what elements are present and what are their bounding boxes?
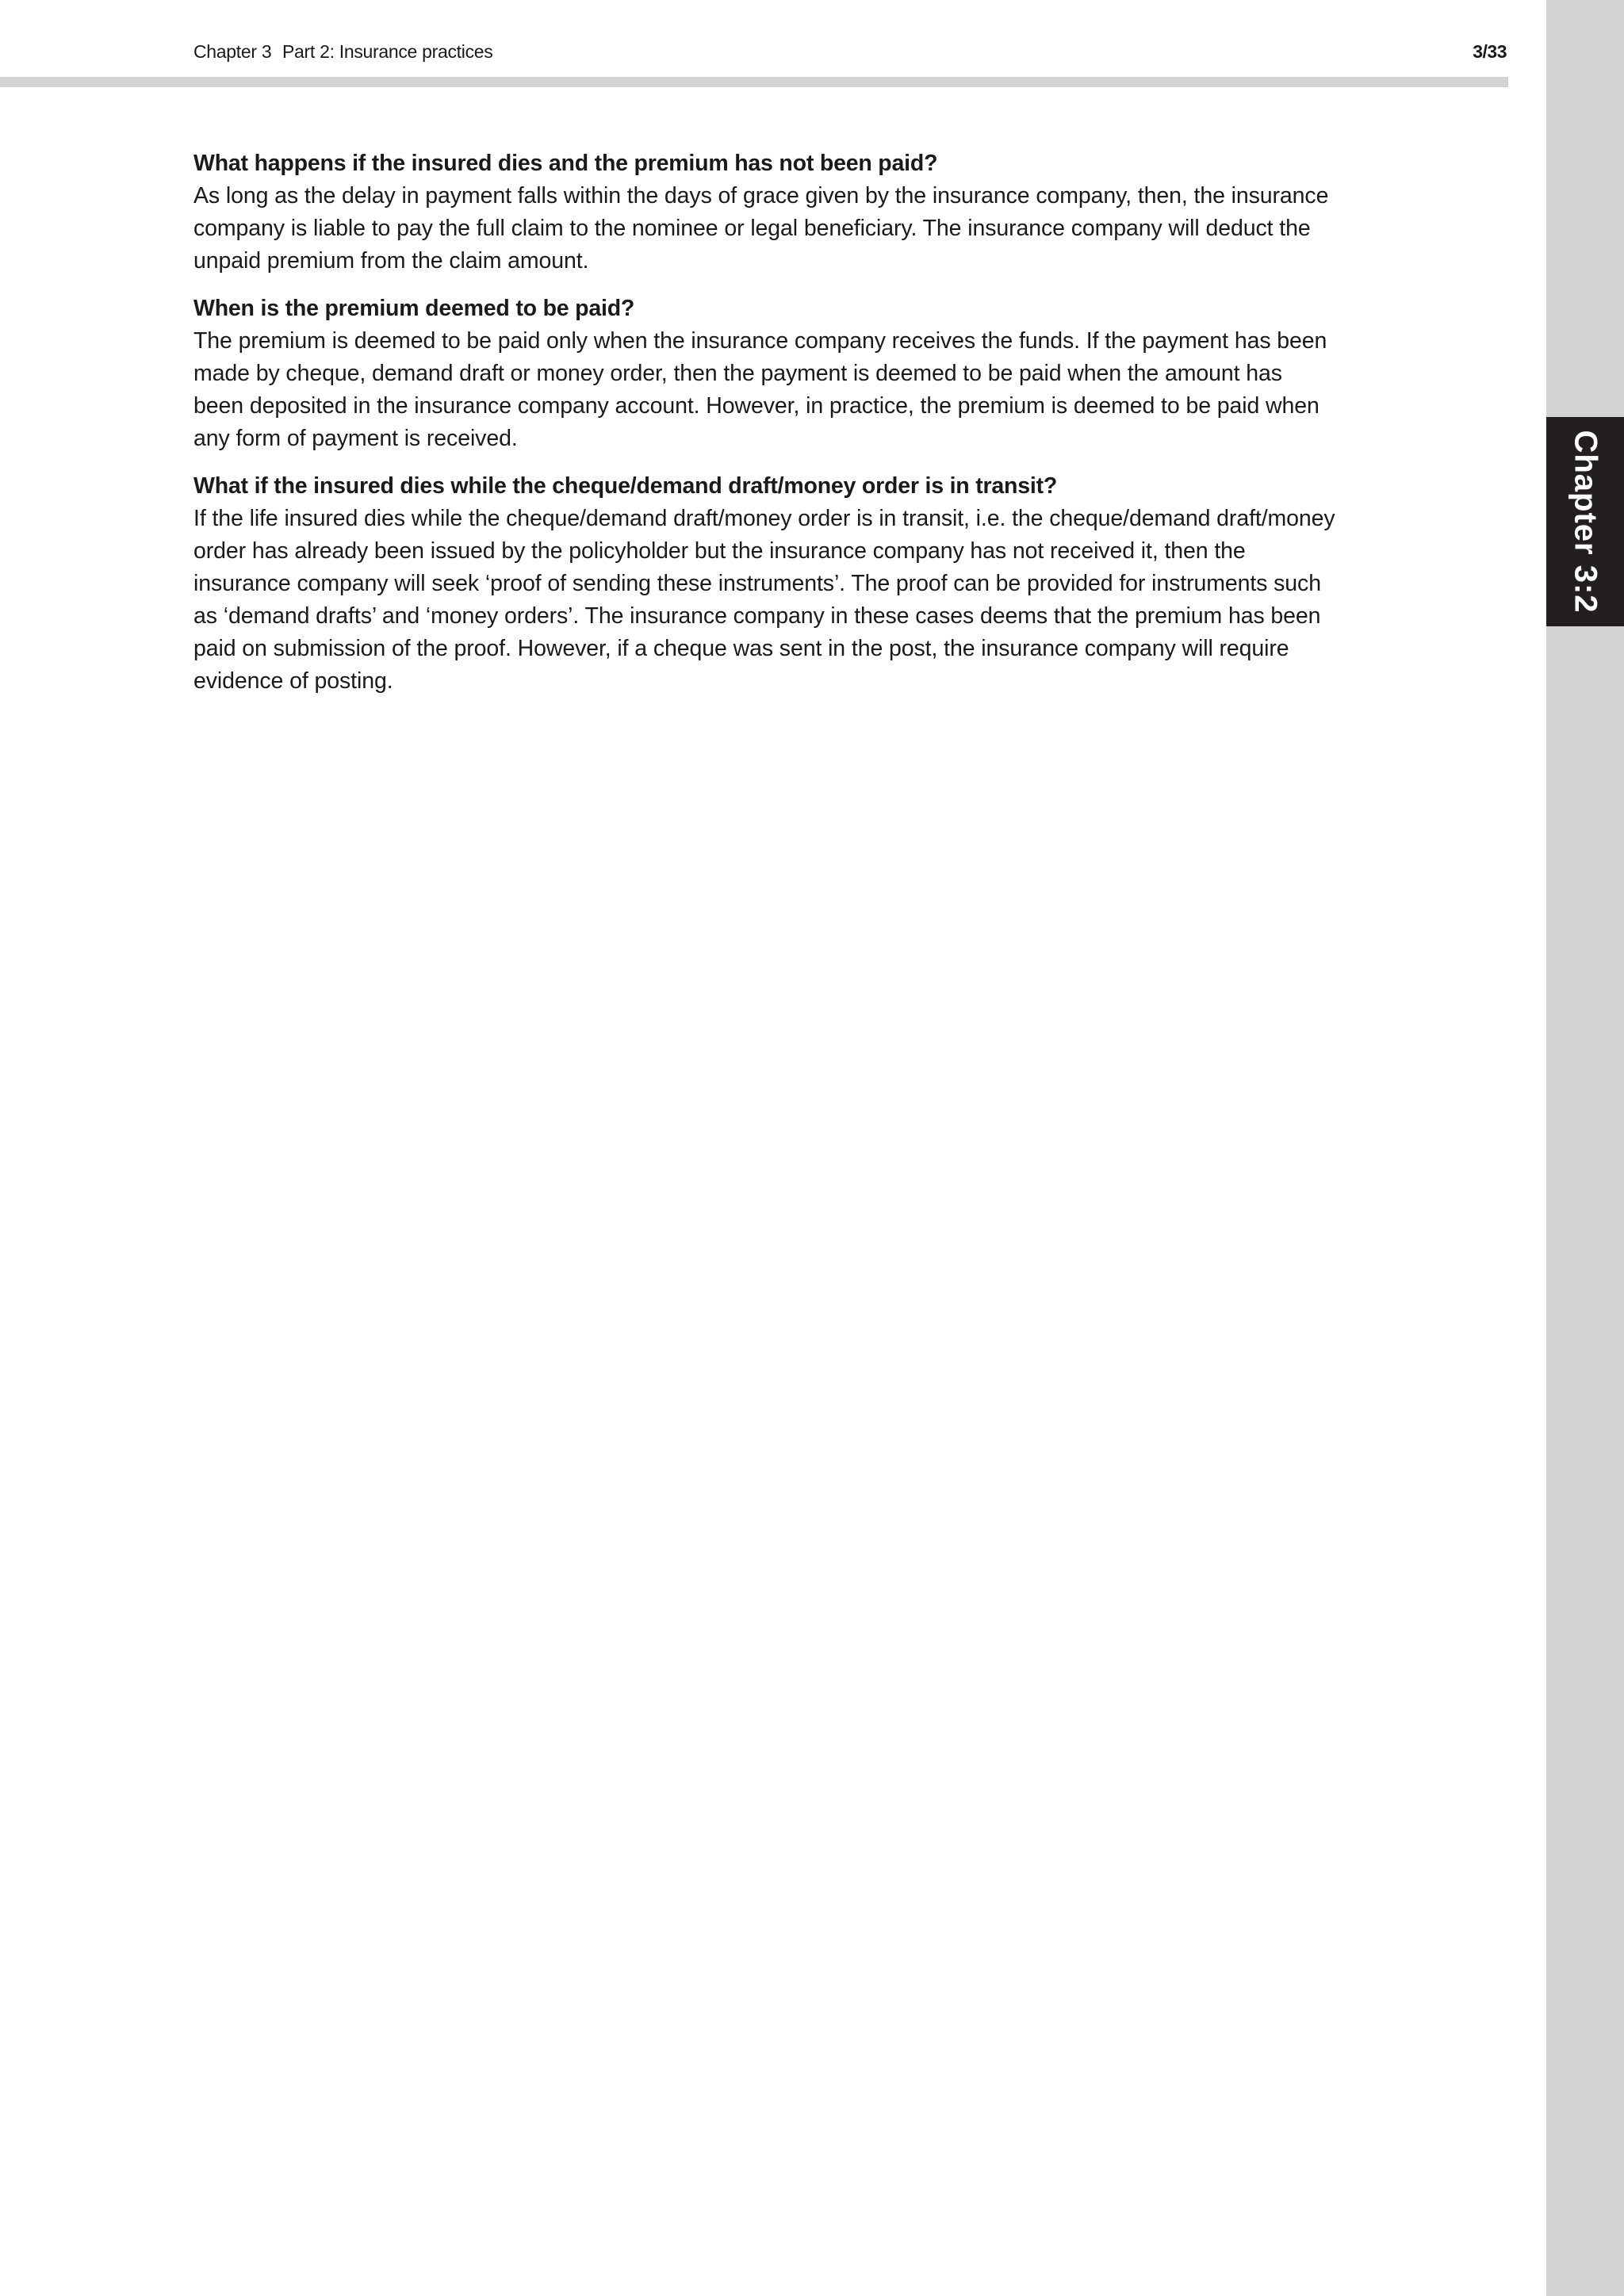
page-number: 3/33 bbox=[1473, 41, 1507, 62]
section-body: If the life insured dies while the cheque/demand draft/money order is in transit, i.e. the cheque/demand draft/money order has already been issued by the policyholder but the insurance company has not received it, then the insurance company will seek ‘proof of sending these instruments’. The proof can be provided for instruments such as ‘demand drafts’ and ‘money orders’. The insurance company in these cases deems that the premium has been paid on submission of the proof. However, if a cheque was sent in the post, the insurance company will require evidence of posting. bbox=[193, 506, 1335, 694]
section-heading: What if the insured dies while the cheque/demand draft/money order is in transit? bbox=[193, 473, 1058, 499]
header-divider bbox=[0, 77, 1508, 87]
side-margin-strip bbox=[1546, 0, 1624, 2296]
section-heading: When is the premium deemed to be paid? bbox=[193, 296, 635, 321]
section-body: The premium is deemed to be paid only when the insurance company receives the funds. If the payment has been made by cheque, demand draft or money order, then the payment is deemed to be paid when the amount has been deposited in the insurance company account. However, in practice, the premium is deemed to be paid when any form of payment is received. bbox=[193, 328, 1327, 451]
section-body: As long as the delay in payment falls within the days of grace given by the insurance company, then, the insurance company is liable to pay the full claim to the nominee or legal beneficiary. The insurance company will deduct the unpaid premium from the claim amount. bbox=[193, 183, 1329, 274]
chapter-tab-label: Chapter 3:2 bbox=[1568, 430, 1603, 614]
main-content bbox=[193, 147, 1335, 713]
header-part-label: Part 2: Insurance practices bbox=[282, 41, 493, 62]
header-chapter-label: Chapter 3 bbox=[193, 41, 272, 62]
qa-section bbox=[193, 147, 1335, 277]
qa-section bbox=[193, 293, 1335, 455]
qa-section bbox=[193, 470, 1335, 698]
page-header bbox=[193, 41, 1507, 68]
section-heading: What happens if the insured dies and the premium has not been paid? bbox=[193, 151, 938, 176]
chapter-tab bbox=[1546, 417, 1624, 626]
